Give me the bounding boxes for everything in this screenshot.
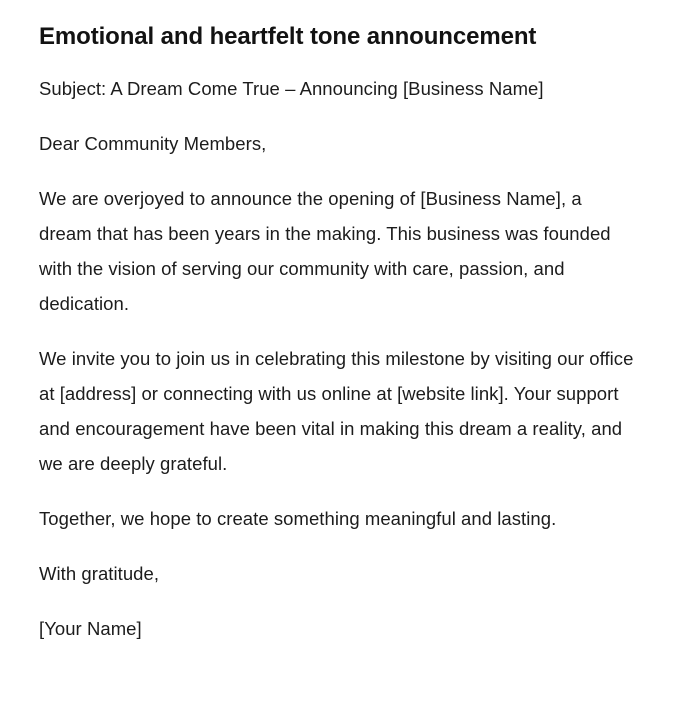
page-title: Emotional and heartfelt tone announcement bbox=[39, 23, 537, 50]
body-paragraph-3: Together, we hope to create something meaningful and lasting. bbox=[39, 508, 557, 529]
body-paragraph-2: We invite you to join us in celebrating this milestone by visiting our office at [address] or connecting with us online at [website link]. Your support and encouragement have been vital in making this dream a reality, and we are deeply grateful. bbox=[39, 348, 634, 474]
signature-name: [Your Name] bbox=[39, 618, 142, 639]
body-paragraph-1: We are overjoyed to announce the opening of [Business Name], a dream that has been years in the making. This business was founded with the vision of serving our community with care, passion, and dedication. bbox=[39, 188, 611, 314]
salutation: Dear Community Members, bbox=[39, 133, 267, 154]
closing-line: With gratitude, bbox=[39, 563, 160, 584]
subject-line: Subject: A Dream Come True – Announcing [Business Name] bbox=[39, 78, 544, 99]
